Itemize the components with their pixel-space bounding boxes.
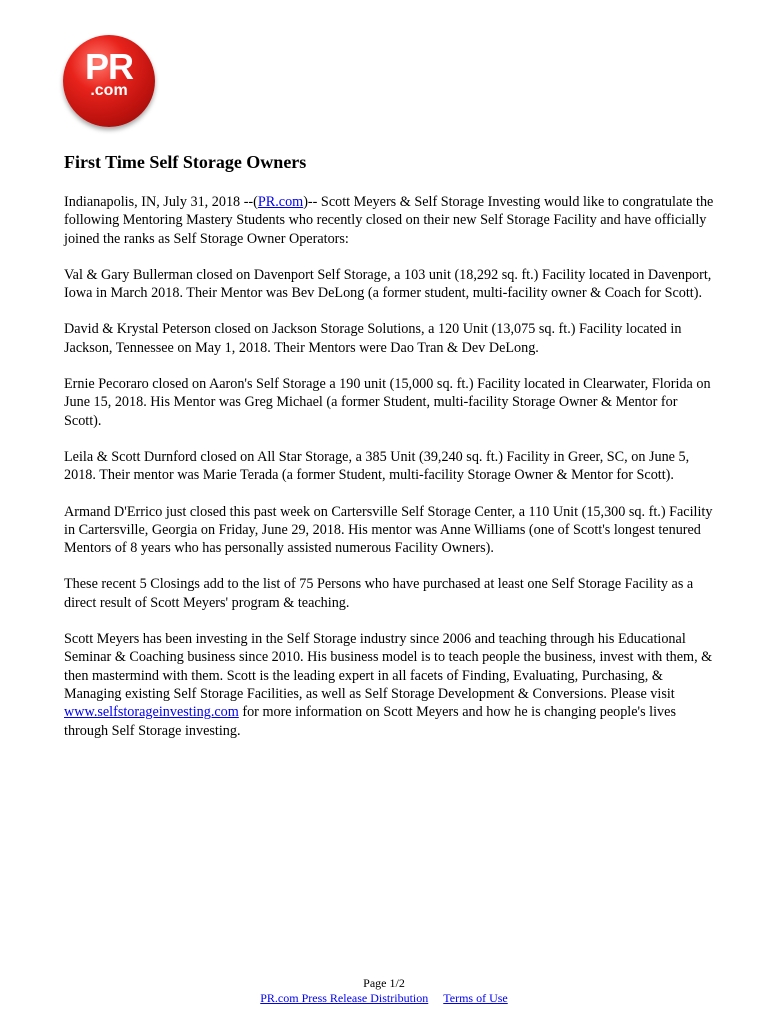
prcom-link[interactable]: PR.com bbox=[257, 194, 304, 210]
page-footer bbox=[0, 976, 768, 1006]
logo-text-sub: .com bbox=[90, 82, 128, 99]
paragraph-pecoraro: Ernie Pecoraro closed on Aaron's Self Storage a 190 unit (15,000 sq. ft.) Facility located in Clearwater, Florida on June 15, 2018. His Mentor was Greg Michael (a former Student, multi-facility Storage Owner & Mentor for Scott). bbox=[64, 376, 711, 429]
footer-links bbox=[0, 991, 768, 1006]
logo-text-main: PR bbox=[84, 46, 133, 87]
distribution-link[interactable]: PR.com Press Release Distribution bbox=[260, 991, 429, 1005]
about-text-end: for more information on Scott Meyers and how he is changing people's lives through Self Storage investing. bbox=[64, 704, 676, 739]
paragraph-peterson: David & Krystal Peterson closed on Jackson Storage Solutions, a 120 Unit (13,075 sq. ft.) Facility located in Jackson, Tennessee on May 1, 2018. Their Mentors were Dao Tran & Dev DeLong. bbox=[64, 321, 682, 356]
page-number: Page 1/2 bbox=[363, 976, 405, 990]
prcom-logo[interactable] bbox=[63, 35, 155, 127]
page-title: First Time Self Storage Owners bbox=[64, 152, 307, 172]
terms-of-use-link[interactable]: Terms of Use bbox=[443, 991, 508, 1005]
press-release-body bbox=[64, 193, 714, 758]
paragraph-derrico: Armand D'Errico just closed this past week on Cartersville Self Storage Center, a 110 Unit (15,300 sq. ft.) Facility in Cartersville, Georgia on Friday, June 29, 2018. His mentor was Anne Williams (one of Scott's longest tenured Mentors of 8 years who has personally assisted numerous Facility Owners). bbox=[64, 503, 713, 557]
paragraph-bullerman: Val & Gary Bullerman closed on Davenport Self Storage, a 103 unit (18,292 sq. ft.) Facility located in Davenport, Iowa in March 2018. Their Mentor was Bev DeLong (a former student, multi-facility owner & Coach for Scott). bbox=[64, 266, 712, 302]
paragraph-about-scott bbox=[64, 630, 714, 740]
intro-paragraph bbox=[64, 193, 714, 248]
dateline: Indianapolis, IN, July 31, 2018 --( bbox=[64, 194, 258, 210]
selfstorageinvesting-link[interactable]: www.selfstorageinvesting.com bbox=[64, 704, 239, 721]
paragraph-closings-summary: These recent 5 Closings add to the list of 75 Persons who have purchased at least one Self Storage Facility as a direct result of Scott Meyers' program & teaching. bbox=[64, 576, 694, 611]
intro-text: )-- Scott Meyers & Self Storage Investing would like to congratulate the following Mentoring Mastery Students who recently closed on their new Self Storage Facility and have officially joined the ranks as Self Storage Owner Operators: bbox=[64, 194, 714, 247]
about-text: Scott Meyers has been investing in the Self Storage industry since 2006 and teaching through his Educational Seminar & Coaching business since 2010. His business model is to teach people the business, invest with them, & then mastermind with them. Scott is the leading expert in all facets of Finding, Evaluating, Purchasing, & Managing existing Self Storage Facilities, as well as Self Storage Development & Conversions. Please visit bbox=[64, 631, 713, 702]
paragraph-durnford: Leila & Scott Durnford closed on All Star Storage, a 385 Unit (39,240 sq. ft.) Facility in Greer, SC, on June 5, 2018. Their mentor was Marie Terada (a former Student, multi-facility Storage Owner & Mentor for Scott). bbox=[64, 448, 690, 484]
